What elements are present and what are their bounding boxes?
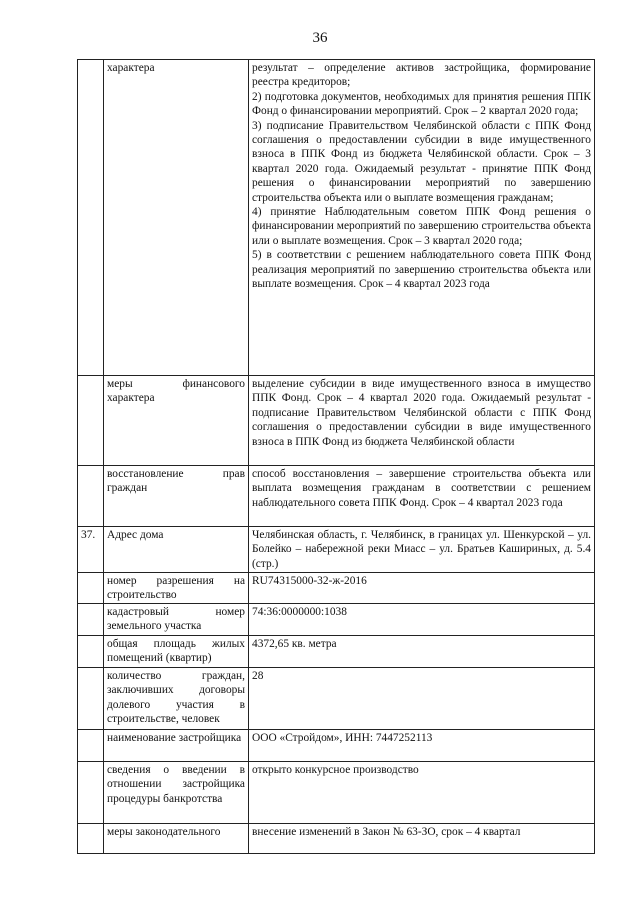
value-paragraph: способ восстановления – завершение строительства объекта или выплата возмещения гражданам в соответствии с решением наблюдательного совета ППК Фонд. Срок – 4 квартал 2023 года — [252, 468, 591, 509]
row-label-cell: сведения о введении в отношении застройщика процедуры банкротства — [104, 762, 249, 824]
table-row — [78, 824, 595, 854]
value-paragraph: результат – определение активов застройщика, формирование реестра кредиторов; — [252, 62, 591, 89]
row-value-cell — [249, 527, 595, 573]
row-number-cell — [78, 466, 104, 527]
value-paragraph: 2) подготовка документов, необходимых для принятия решения ППК Фонд о финансировании мероприятий. Срок – 2 квартал 2020 года; — [252, 90, 591, 118]
table-row — [78, 730, 595, 762]
table-row — [78, 668, 595, 730]
row-label-cell: восстановление прав граждан — [104, 466, 249, 527]
row-value-cell — [249, 376, 595, 466]
row-value-cell — [249, 730, 595, 762]
value-paragraph: выделение субсидии в виде имущественного взноса в имущество ППК Фонд. Срок – 4 квартал 2020 года. Ожидаемый результат - подписание Правительством Челябинской области с ППК Фонд соглашения о предоставлении субсидии в виде имущественного взноса в ППК Фонд из бюджета Челябинской области — [252, 378, 591, 448]
row-number-cell — [78, 60, 104, 376]
value-paragraph: 28 — [252, 670, 264, 682]
row-number-cell — [78, 376, 104, 466]
table-row — [78, 60, 595, 376]
row-label-cell: общая площадь жилых помещений (квартир) — [104, 636, 249, 668]
row-value-cell — [249, 668, 595, 730]
value-paragraph: внесение изменений в Закон № 63-ЗО, срок – 4 квартал — [252, 826, 521, 838]
table-row — [78, 604, 595, 636]
row-label-cell: кадастровый номер земельного участка — [104, 604, 249, 636]
row-number-cell — [78, 636, 104, 668]
value-paragraph: 3) подписание Правительством Челябинской области с ППК Фонд соглашения о предоставлении субсидии в виде имущественного взноса в ППК Фонд из бюджета Челябинской области. Срок – 3 квартал 2020 года. Ожидаемый результат - принятие ППК Фонд решения о финансировании мероприятий по завершению строительства объекта или о выплате возмещения гражданам; — [252, 119, 591, 204]
value-paragraph: 74:36:0000000:1038 — [252, 606, 347, 618]
value-paragraph: ООО «Стройдом», ИНН: 7447252113 — [252, 732, 433, 744]
row-value-cell — [249, 636, 595, 668]
table-row — [78, 376, 595, 466]
row-number-cell — [78, 730, 104, 762]
value-paragraph: Челябинская область, г. Челябинск, в границах ул. Шенкурской – ул. Болейко – набережной реки Миасс – ул. Братьев Кашириных, д. 5.4 (стр.) — [252, 529, 591, 570]
row-value-cell — [249, 573, 595, 604]
row-value-cell — [249, 466, 595, 527]
row-label-cell: номер разрешения на строительство — [104, 573, 249, 604]
table-row — [78, 636, 595, 668]
row-label-cell: наименование застройщика — [104, 730, 249, 762]
row-label-cell: характера — [104, 60, 249, 376]
row-value-cell — [249, 60, 595, 376]
measures-table — [77, 59, 595, 854]
row-value-cell — [249, 824, 595, 854]
value-paragraph: RU74315000-32-ж-2016 — [252, 575, 367, 587]
value-paragraph: 4372,65 кв. метра — [252, 638, 337, 650]
row-value-cell — [249, 762, 595, 824]
table-row — [78, 527, 595, 573]
row-number-cell — [78, 824, 104, 854]
table-row — [78, 466, 595, 527]
value-paragraph: 4) принятие Наблюдательным советом ППК Фонд решения о финансировании мероприятий по завершению строительства объекта или о выплате возмещения. Срок – 3 квартал 2020 года; — [252, 206, 591, 247]
row-number-cell — [78, 604, 104, 636]
value-paragraph: открыто конкурсное производство — [252, 764, 419, 776]
row-value-cell — [249, 604, 595, 636]
row-number-cell: 37. — [78, 527, 104, 573]
value-paragraph: 5) в соответствии с решением наблюдательного совета ППК Фонд реализация мероприятий по завершению строительства объекта или выплате возмещения. Срок – 4 квартал 2023 года — [252, 249, 591, 291]
row-label-cell: меры законодательного — [104, 824, 249, 854]
row-number-cell — [78, 573, 104, 604]
row-label-cell: количество граждан, заключивших договоры долевого участия в строительстве, человек — [104, 668, 249, 730]
row-number-cell — [78, 762, 104, 824]
row-label-cell: Адрес дома — [104, 527, 249, 573]
table-row — [78, 573, 595, 604]
row-number-cell — [78, 668, 104, 730]
table-row — [78, 762, 595, 824]
page-number: 36 — [312, 30, 328, 46]
row-label-cell: меры финансового характера — [104, 376, 249, 466]
